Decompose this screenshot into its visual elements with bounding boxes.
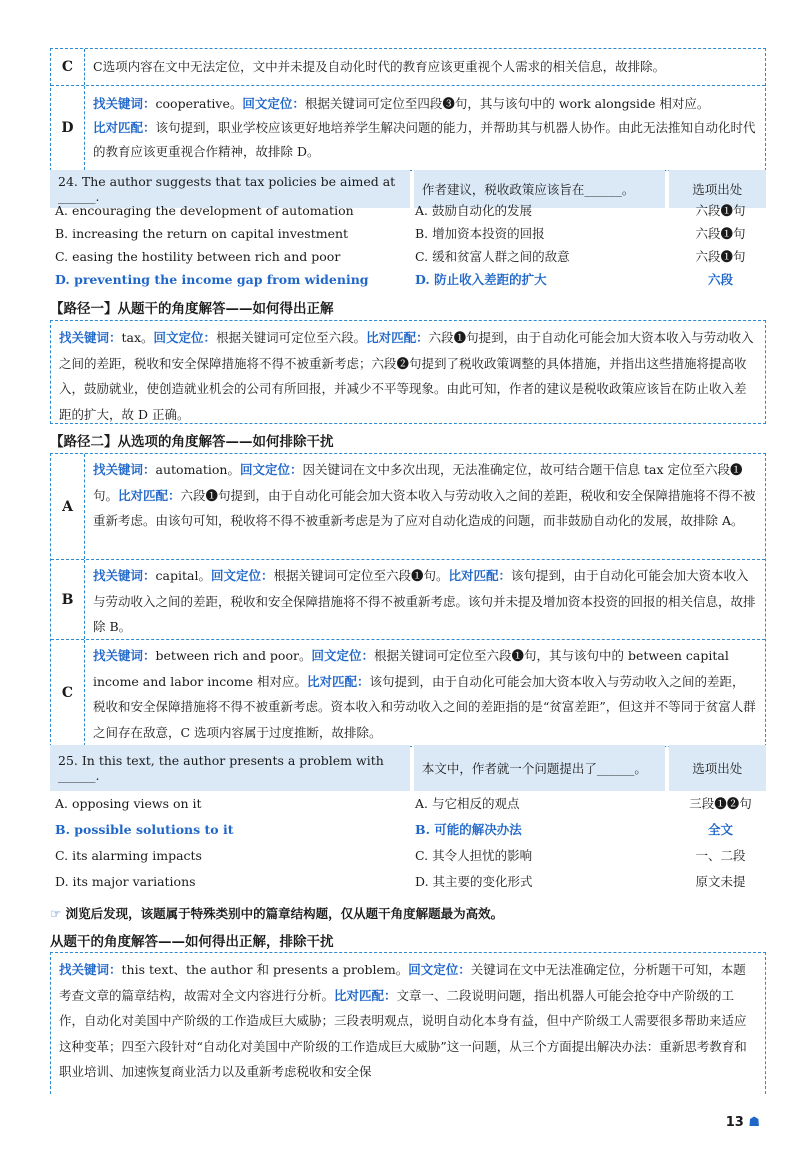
keyword-label: 找关键词： <box>93 96 156 111</box>
q25-option-d <box>55 870 766 892</box>
option-cn: D. 防止收入差距的扩大 <box>415 272 547 287</box>
option-en: B. increasing the return on capital investment <box>55 225 349 241</box>
option-analysis <box>85 640 765 746</box>
option-en: C. easing the hostility between rich and poor <box>55 248 341 264</box>
option-letter: D <box>51 86 85 170</box>
locate-label: 回文定位： <box>242 96 305 111</box>
route2-options-table <box>50 453 766 747</box>
keyword-label: 找关键词： <box>59 962 122 977</box>
option-en: B. possible solutions to it <box>55 821 234 837</box>
locate-text: 因关键词在文中多次出现，无法准确定位，故可结合题干信息 tax 定位至六段❶句。 <box>93 462 743 503</box>
q25-option-a <box>55 792 766 814</box>
q24-source-header: 选项出处 <box>669 170 767 208</box>
route2-option-b <box>51 560 765 640</box>
locate-label: 回文定位： <box>239 462 303 477</box>
option-cn: D. 其主要的变化形式 <box>415 874 533 889</box>
locate-label: 回文定位： <box>210 568 274 583</box>
match-text: 该句提到，职业学校应该更好地培养学生解决问题的能力，并帮助其与机器人协作。由此无法推知自动化时代的教育应该更重视合作精神，故排除 D。 <box>93 120 756 159</box>
q24-question-cn: 作者建议，税收政策应该旨在______。 <box>414 170 665 208</box>
locate-text: 根据关键词可定位至六段❶句。 <box>273 568 449 583</box>
keyword-label: 找关键词： <box>93 648 156 663</box>
option-analysis <box>85 454 765 559</box>
match-text: 六段❶句提到，由于自动化可能会加大资本收入与劳动收入之间的差距，税收和安全保障措施将不得不被重新考虑；六段❷句提到了税收政策调整的具体措施，并指出这些措施将提高收入，鼓励就业，使创造就业机会的公司有所回报，并减少不平等现象。由此可知，作者的建议是税收政策应该旨在防止收入差距的扩大，故 D 正确。 <box>59 330 754 422</box>
option-source: 六段❶句 <box>695 249 746 264</box>
match-label: 比对匹配： <box>307 673 370 689</box>
locate-label: 回文定位： <box>408 962 471 977</box>
keyword-label: 找关键词： <box>93 568 156 583</box>
option-source: 全文 <box>707 822 733 837</box>
option-en: C. its alarming impacts <box>55 847 202 863</box>
page-number <box>726 1115 760 1130</box>
option-letter: B <box>51 560 85 639</box>
q24-question-en: 24. The author suggests that tax policies be aimed at ______. <box>50 170 410 208</box>
match-label: 比对匹配： <box>93 120 156 135</box>
keyword-text: cooperative。 <box>155 96 243 111</box>
locate-label: 回文定位： <box>153 330 217 345</box>
q24-option-d-correct <box>55 268 766 290</box>
option-cn: A. 与它相反的观点 <box>415 796 520 811</box>
match-label: 比对匹配： <box>118 487 181 503</box>
route2-title: 【路径二】从选项的角度解答——如何排除干扰 <box>50 434 334 450</box>
option-cn: A. 鼓励自动化的发展 <box>415 203 532 218</box>
option-source: 六段❶句 <box>695 226 746 241</box>
route1-title: 【路径一】从题干的角度解答——如何得出正解 <box>50 301 334 317</box>
q25-option-c <box>55 844 766 866</box>
match-label: 比对匹配： <box>334 987 397 1003</box>
keyword-text: automation。 <box>155 462 240 477</box>
q25-header <box>50 745 766 791</box>
match-label: 比对匹配： <box>366 330 429 345</box>
option-d-text <box>85 86 765 170</box>
option-letter: C <box>51 640 85 746</box>
q25-option-b-correct <box>55 818 766 840</box>
route2-option-a <box>51 454 765 560</box>
keyword-text: tax。 <box>121 330 154 345</box>
option-d-row <box>51 86 765 170</box>
page-number-text: 13 <box>725 1115 744 1130</box>
tip-note <box>50 904 503 922</box>
keyword-text: this text、the author 和 presents a problem。 <box>121 962 409 977</box>
q24-option-b <box>55 222 766 244</box>
option-c-text: C选项内容在文中无法定位，文中并未提及自动化时代的教育应该更重视个人需求的相关信息，故排除。 <box>93 59 666 74</box>
q24-option-a <box>55 199 766 221</box>
locate-label: 回文定位： <box>311 648 374 663</box>
q25-analysis-box <box>50 952 766 1094</box>
option-cn: B. 增加资本投资的回报 <box>415 226 545 241</box>
q25-question-en: 25. In this text, the author presents a problem with ______. <box>50 745 410 791</box>
route2-option-c <box>51 640 765 746</box>
prev-question-table <box>50 48 766 171</box>
option-source: 一、二段 <box>695 848 746 863</box>
option-letter: A <box>51 454 85 559</box>
locate-text: 根据关键词可定位至六段❶句，其与该句中的 between capital income and labor income 相对应。 <box>93 648 729 689</box>
option-source: 原文未提 <box>695 874 746 889</box>
option-source: 六段❶句 <box>695 203 746 218</box>
route1-analysis-box <box>50 320 766 424</box>
option-en: A. encouraging the development of automation <box>55 202 354 218</box>
option-source: 六段 <box>707 272 733 287</box>
q25-source-header: 选项出处 <box>669 745 767 791</box>
option-letter: C <box>51 49 85 85</box>
locate-text: 关键词在文中无法准确定位，分析题干可知，本题考查文章的篇章结构，故需对全文内容进行分析。 <box>59 962 746 1003</box>
pointing-hand-icon: ☞ <box>50 906 62 921</box>
keyword-text: between rich and poor。 <box>155 648 312 663</box>
option-cn: B. 可能的解决办法 <box>415 822 522 837</box>
q25-route-title: 从题干的角度解答——如何得出正解，排除干扰 <box>50 934 334 950</box>
locate-text: 根据关键词可定位至四段❸句，其与该句中的 work alongside 相对应。 <box>304 96 710 111</box>
match-text: 该句提到，由于自动化可能会加大资本收入与劳动收入之间的差距，税收和安全保障措施将不得不被重新考虑。该句并未提及增加资本投资的回报的相关信息，故排除 B。 <box>93 568 756 634</box>
option-cn: C. 其令人担忧的影响 <box>415 848 533 863</box>
match-text: 六段❶句提到，由于自动化可能会加大资本收入与劳动收入之间的差距，税收和安全保障措施将不得不被重新考虑。由该句可知，税收将不得不被重新考虑是为了应对自动化造成的问题，而非鼓励自动化的发展，故排除 A。 <box>93 487 756 528</box>
option-en: D. preventing the income gap from widening <box>55 271 369 287</box>
q24-option-c <box>55 245 766 267</box>
locate-text: 根据关键词可定位至六段。 <box>216 330 367 345</box>
option-en: A. opposing views on it <box>55 795 202 811</box>
q25-question-cn: 本文中，作者就一个问题提出了______。 <box>414 745 665 791</box>
book-icon: ☗ <box>748 1115 760 1130</box>
keyword-label: 找关键词： <box>93 462 156 477</box>
match-label: 比对匹配： <box>448 568 511 583</box>
match-text: 该句提到，由于自动化可能会加大资本收入与劳动收入之间的差距，税收和安全保障措施将不得不被重新考虑。资本收入和劳动收入之间的差距指的是“贫富差距”，但这并不等同于贫富人群之间存在敌意，C 选项内容属于过度推断，故排除。 <box>93 673 756 740</box>
option-analysis <box>85 560 765 639</box>
option-source: 三段❶❷句 <box>689 796 752 811</box>
keyword-text: capital。 <box>155 568 211 583</box>
match-text: 文章一、二段说明问题，指出机器人可能会抢夺中产阶级的工作，自动化对美国中产阶级的工作造成巨大威胁；三段表明观点，说明自动化本身有益，但中产阶级工人需要很多帮助来适应这种变革；四至六段针对“自动化对美国中产阶级的工作造成巨大威胁”这一问题，从三个方面提出解决办法：重新思考教育和职业培训、加速恢复商业活力以及重新考虑税收和安全保 <box>59 987 747 1079</box>
tip-text: 浏览后发现，该题属于特殊类别中的篇章结构题，仅从题干角度解题最为高效。 <box>65 906 504 921</box>
option-c-row <box>51 49 765 86</box>
option-en: D. its major variations <box>55 873 196 889</box>
keyword-label: 找关键词： <box>59 330 122 345</box>
option-cn: C. 缓和贫富人群之间的敌意 <box>415 249 570 264</box>
